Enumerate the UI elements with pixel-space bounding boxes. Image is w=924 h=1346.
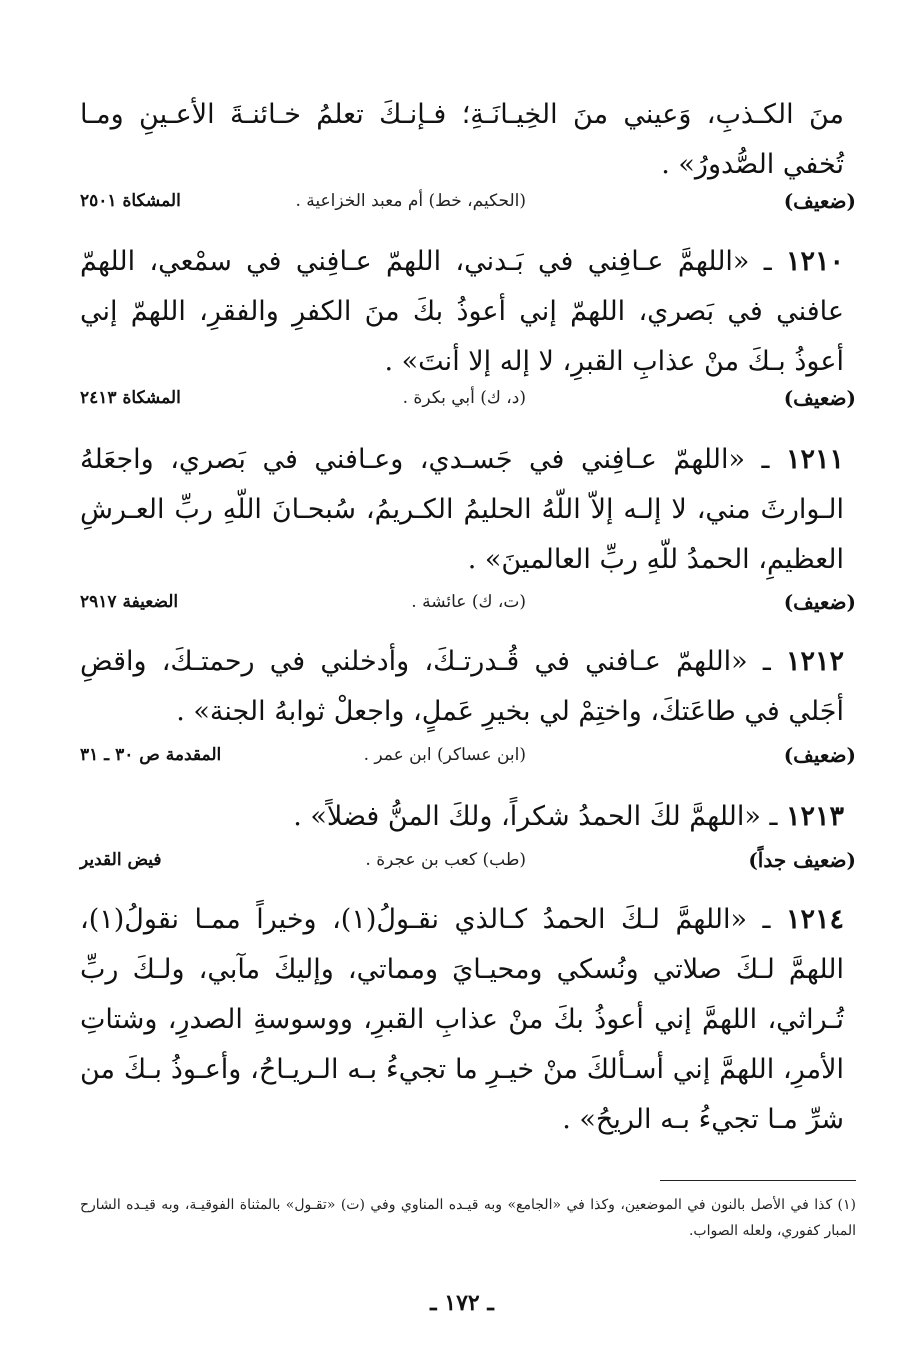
source-label: (ابن عساكر) ابن عمر . [363,745,526,765]
grade-label: (ضعيف) [783,590,856,614]
hadith-paragraph [80,637,844,737]
hadith-number: ١٢١٤ [785,904,844,935]
footnote-divider [660,1180,856,1181]
continuation-paragraph [80,90,844,190]
hadith-number: ١٢١١ [785,444,844,475]
hadith-paragraph [80,237,844,387]
reference-label: المشكاة ٢٤١٣ [80,388,181,408]
citation-row [80,842,856,878]
hadith-text: ـ «اللهمَّ لكَ الحمدُ شكراً، ولكَ المنُّ فضلاً» . [293,801,786,832]
hadith-paragraph [80,895,844,1145]
hadith-paragraph [80,792,844,842]
hadith-number: ١٢١٢ [785,646,844,677]
hadith-text: ـ «اللهمَّ لـكَ الحمدُ كـالذي نقـولُ(١)، وخيراً ممـا نقولُ(١)، اللهمَّ لـكَ صلاتي ونُسكي ومحيـايَ ومماتي، وإليكَ مآبي، ولـكَ ربِّ تُـراثي، اللهمَّ إني أعوذُ بكَ منْ عذابِ القبرِ، ووسوسةِ الصدرِ، وشتاتِ الأمرِ، اللهمَّ إني أسـألكَ منْ خيـرِ ما تجيءُ بـه الـريـاحُ، وأعـوذُ بـكَ من شرِّ مـا تجيءُ بـه الريحُ» . [80,904,844,1135]
citation-row [80,737,856,773]
reference-label: المشكاة ٢٥٠١ [80,191,181,211]
grade-label: (ضعيف) [783,189,856,213]
citation-row [80,380,856,416]
source-label: (الحكيم، خط) أم معبد الخزاعية . [295,191,526,211]
page-number: ـ ١٧٢ ـ [430,1290,494,1316]
hadith-text: ـ «اللهمَّ عـافِني في بَـدني، اللهمّ عـافِني في سمْعي، اللهمّ عافني في بَصري، اللهمّ إني أعوذُ بكَ منَ الكفرِ والفقرِ، اللهمّ إني أعوذُ بـكَ منْ عذابِ القبرِ، لا إله إلا أنتَ» . [80,246,844,377]
hadith-text: ـ «اللهمّ عـافني في قُـدرتـكَ، وأدخلني في رحمتـكَ، واقضِ أجَلي في طاعَتكَ، واختِمْ لي بخيرِ عَملٍ، واجعلْ ثوابهُ الجنة» . [80,646,844,727]
footnote-text: (١) كذا في الأصل بالنون في الموضعين، وكذا في «الجامع» وبه قيـده المناوي وفي (ت) «تقـول» بالمثناة الفوقيـة، وبه قيـده الشارح المبار كفوري، ولعله الصواب. [80,1197,857,1239]
hadith-number: ١٢١٣ [785,801,844,832]
grade-label: (ضعيف) [783,386,856,410]
hadith-paragraph [80,435,844,585]
source-label: (طب) كعب بن عجرة . [365,850,526,870]
reference-label: الضعيفة ٢٩١٧ [80,592,179,612]
grade-label: (ضعيف) [783,743,856,767]
citation-row [80,584,856,620]
citation-row [80,183,856,219]
source-label: (ت، ك) عائشة . [411,592,526,612]
hadith-text: ـ «اللهمّ عـافِني في جَسـدي، وعـافني في بَصري، واجعَلهُ الـوارثَ مني، لا إلـه إلاّ اللّهُ الحليمُ الكـريمُ، سُبحـانَ اللّهِ ربِّ العـرشِ العظيمِ، الحمدُ للّهِ ربِّ العالمينَ» . [80,444,844,575]
continuation-text: منَ الكـذبِ، وَعيني منَ الخِيـانَـةِ؛ فـإنـكَ تعلمُ خـائنـةَ الأعـينِ ومـا تُخفي الصُّدورُ» . [80,99,844,180]
hadith-number: ١٢١٠ [785,246,844,277]
source-label: (د، ك) أبي بكرة . [402,388,526,408]
reference-label: المقدمة ص ٣٠ ـ ٣١ [80,745,222,765]
grade-label: (ضعيف جداً) [748,848,856,872]
reference-label: فيض القدير [80,850,162,870]
footnote [80,1192,856,1244]
